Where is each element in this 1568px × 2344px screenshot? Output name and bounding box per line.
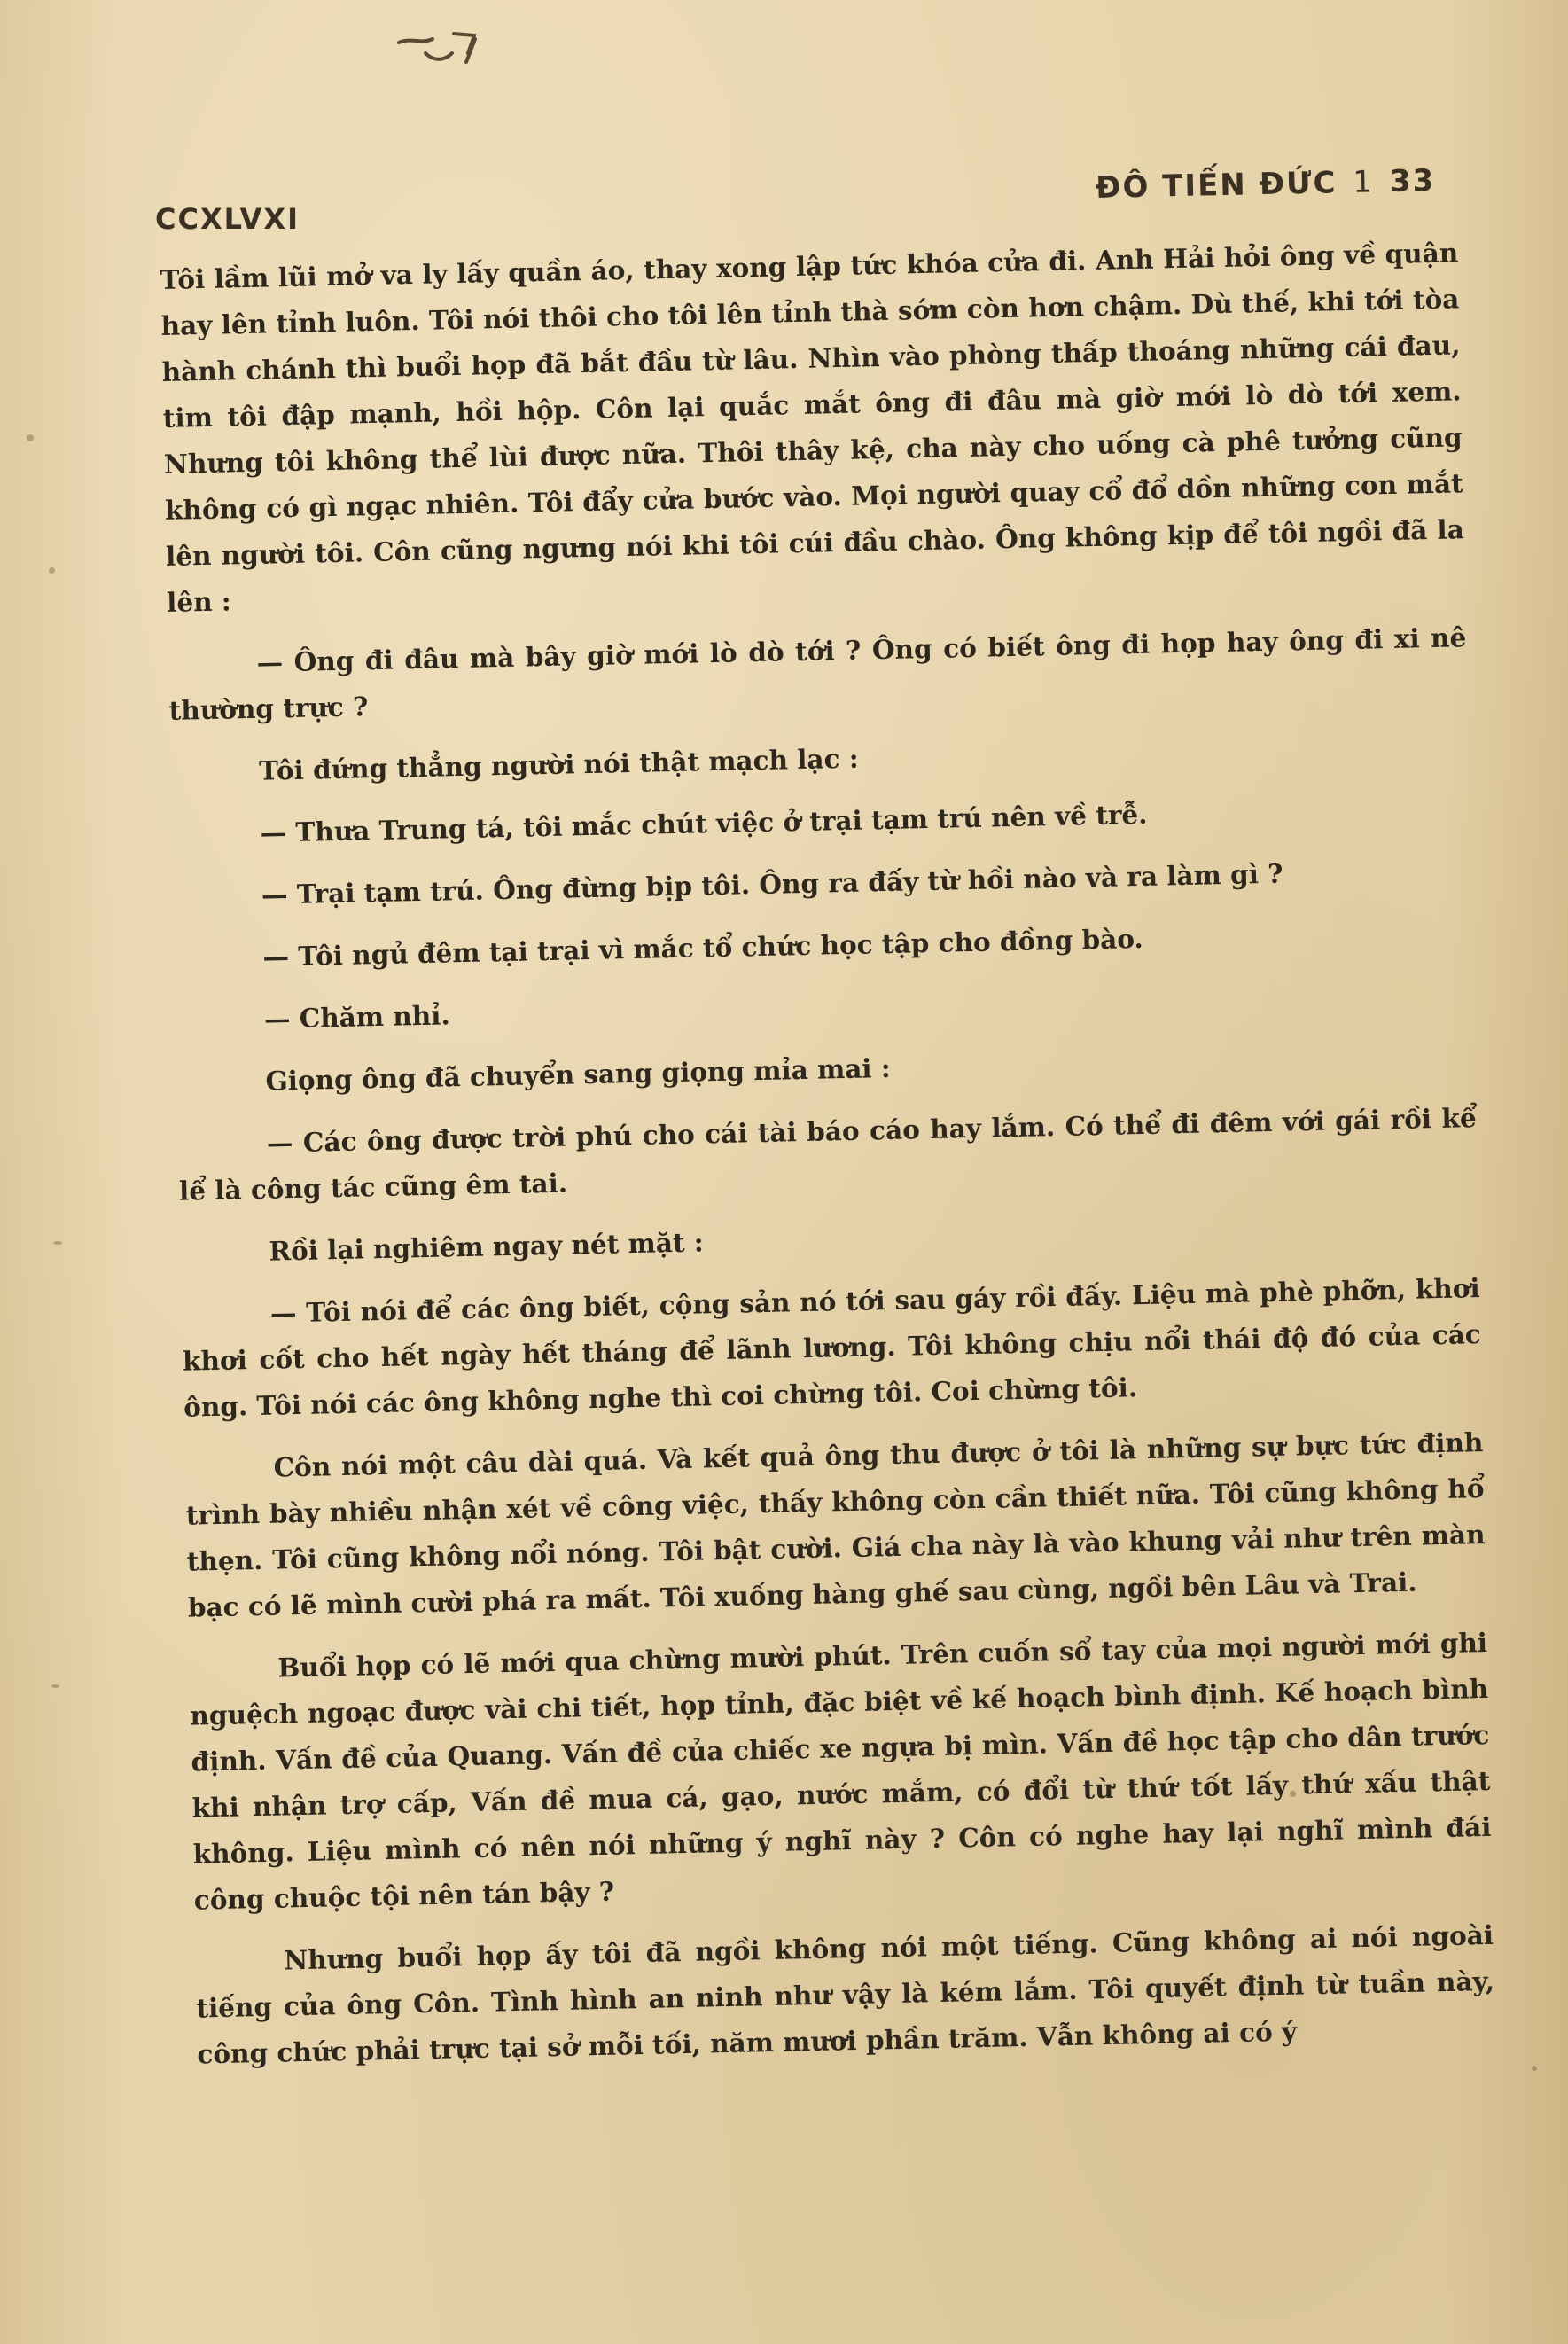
dialogue-line: — Tôi ngủ đêm tại trại vì mắc tổ chức học tập cho đồng bào.: [262, 922, 1144, 973]
author-name: ĐÔ TIẾN ĐỨC: [1095, 165, 1338, 207]
ink-scribble-mark: [390, 27, 496, 80]
page-number: 33: [1389, 162, 1436, 200]
dialogue-line: — Ông đi đâu mà bây giờ mới lò dò tới ? Ông có biết ông đi họp hay ông đi xi nê thường trực ?: [168, 621, 1467, 726]
paper-speck: [27, 434, 34, 441]
dialogue-line: — Thưa Trung tá, tôi mắc chút việc ở trại tạm trú nên về trễ.: [260, 798, 1148, 848]
running-title: [1095, 163, 1435, 206]
paper-speck: [1290, 1791, 1296, 1797]
paragraph: Rồi lại nghiêm ngay nét mặt :: [269, 1226, 705, 1267]
paragraph: Tôi đứng thẳng người nói thật mạch lạc :: [258, 742, 860, 786]
paper-speck: [51, 1684, 59, 1688]
running-header: [155, 158, 1436, 236]
paragraph: Tôi lầm lũi mở va ly lấy quần áo, thay xong lập tức khóa cửa đi. Anh Hải hỏi ông về quận hay lên tỉnh luôn. Tôi nói thôi cho tôi lên tỉnh thà sớm còn hơn chậm. Dù thế, khi tới tòa hành chánh thì buổi họp đã bắt đầu từ lâu. Nhìn vào phòng thấp thoáng những cái đau, tim tôi đập mạnh, hồi hộp. Côn lại quắc mắt ông đi đâu mà giờ mới lò dò tới xem. Nhưng tôi không thể lùi được nữa. Thôi thây kệ, cha này cho uống cà phê tưởng cũng không có gì ngạc nhiên. Tôi đẩy cửa bước vào. Mọi người quay cổ đổ dồn những con mắt lên người tôi. Côn cũng ngưng nói khi tôi cúi đầu chào. Ông không kịp để tôi ngồi đã la lên :: [160, 237, 1465, 618]
paragraph: Buổi họp có lẽ mới qua chừng mười phút. Trên cuốn sổ tay của mọi người mới ghi nguệch ngoạc được vài chi tiết, họp tỉnh, đặc biệt về kế hoạch bình định. Kế hoạch bình định. Vấn đề của Quang. Vấn đề của chiếc xe ngựa bị mìn. Vấn đề học tập cho dân trước khi nhận trợ cấp, Vấn đề mua cá, gạo, nước mắm, có đổi từ thứ tốt lấy thứ xấu thật không. Liệu mình có nên nói những ý nghĩ này ? Côn có nghe hay lại nghĩ mình đái công chuộc tội nên tán bậy ?: [190, 1626, 1492, 1916]
paper-speck: [49, 567, 55, 574]
page-body-text: [160, 230, 1496, 2077]
dialogue-line: — Các ông được trời phú cho cái tài báo cáo hay lắm. Có thể đi đêm với gái rồi kể lể là công tác cũng êm tai.: [178, 1102, 1478, 1207]
header-separator: 1: [1352, 164, 1375, 200]
paragraph: Nhưng buổi họp ấy tôi đã ngồi không nói một tiếng. Cũng không ai nói ngoài tiếng của ông Côn. Tình hình an ninh như vậy là kém lắm. Tôi quyết định từ tuần này, công chức phải trực tại sở mỗi tối, năm mươi phần trăm. Vẫn không ai có ý: [196, 1918, 1495, 2070]
paragraph: Côn nói một câu dài quá. Và kết quả ông thu được ở tôi là những sự bực tức định trình bày nhiều nhận xét về công việc, thấy không còn cần thiết nữa. Tôi cũng không hổ thẹn. Tôi cũng không nổi nóng. Tôi bật cười. Giá cha này là vào khung vải như trên màn bạc có lẽ mình cười phá ra mất. Tôi xuống hàng ghế sau cùng, ngồi bên Lâu và Trai.: [185, 1426, 1486, 1623]
paragraph: Giọng ông đã chuyển sang giọng mỉa mai :: [265, 1051, 892, 1097]
dialogue-line: — Chăm nhỉ.: [263, 999, 451, 1035]
dialogue-line: — Trại tạm trú. Ông đừng bịp tôi. Ông ra đấy từ hồi nào và ra làm gì ?: [261, 857, 1283, 910]
paper-speck: [53, 1241, 62, 1245]
paper-speck: [1532, 2066, 1537, 2071]
signature-code: CCXLVXI: [155, 202, 300, 236]
dialogue-line: — Tôi nói để các ông biết, cộng sản nó tới sau gáy rồi đấy. Liệu mà phè phỡn, khơi khơi cốt cho hết ngày hết tháng để lãnh lương. Tôi không chịu nổi thái độ đó của các ông. Tôi nói các ông không nghe thì coi chừng tôi. Coi chừng tôi.: [182, 1272, 1482, 1423]
